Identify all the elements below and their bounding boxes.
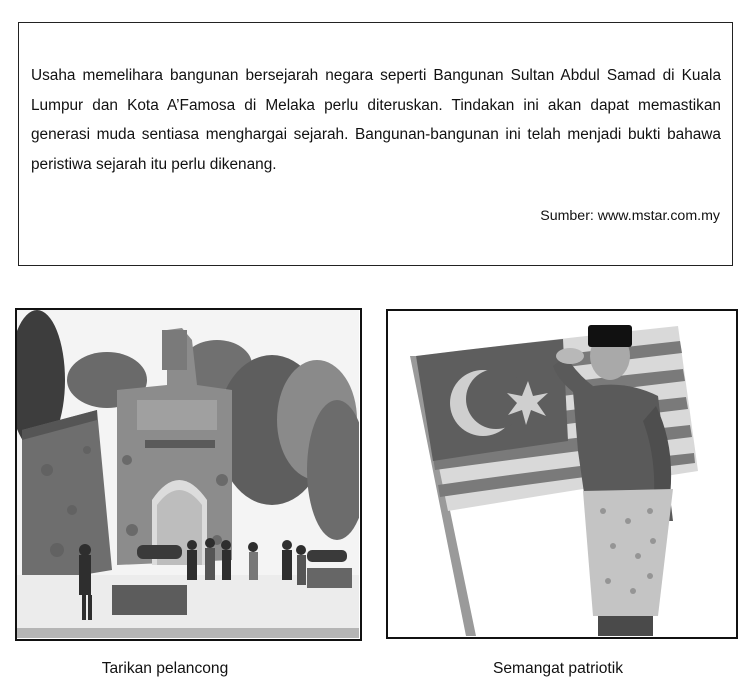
passage-box: [18, 22, 733, 266]
saluting-man-with-flag-icon: [388, 311, 735, 636]
source-citation: Sumber: www.mstar.com.my: [540, 208, 720, 224]
patriotic-photo: [386, 309, 738, 639]
passage-text: Usaha memelihara bangunan bersejarah negara seperti Bangunan Sultan Abdul Samad di Kuala Lumpur dan Kota A’Famosa di Melaka perlu diteruskan. Tindakan ini akan dapat memastikan generasi muda sentiasa menghargai sejarah. Bangunan-bangunan ini telah menjadi bukti bahawa peristiwa sejarah itu perlu dikenang.: [31, 67, 721, 173]
a-famosa-photo: [15, 308, 362, 641]
caption-patriotic-spirit: Semangat patriotik: [492, 660, 624, 677]
caption-tourist-attraction: Tarikan pelancong: [101, 660, 229, 677]
a-famosa-fort-icon: [17, 310, 359, 638]
